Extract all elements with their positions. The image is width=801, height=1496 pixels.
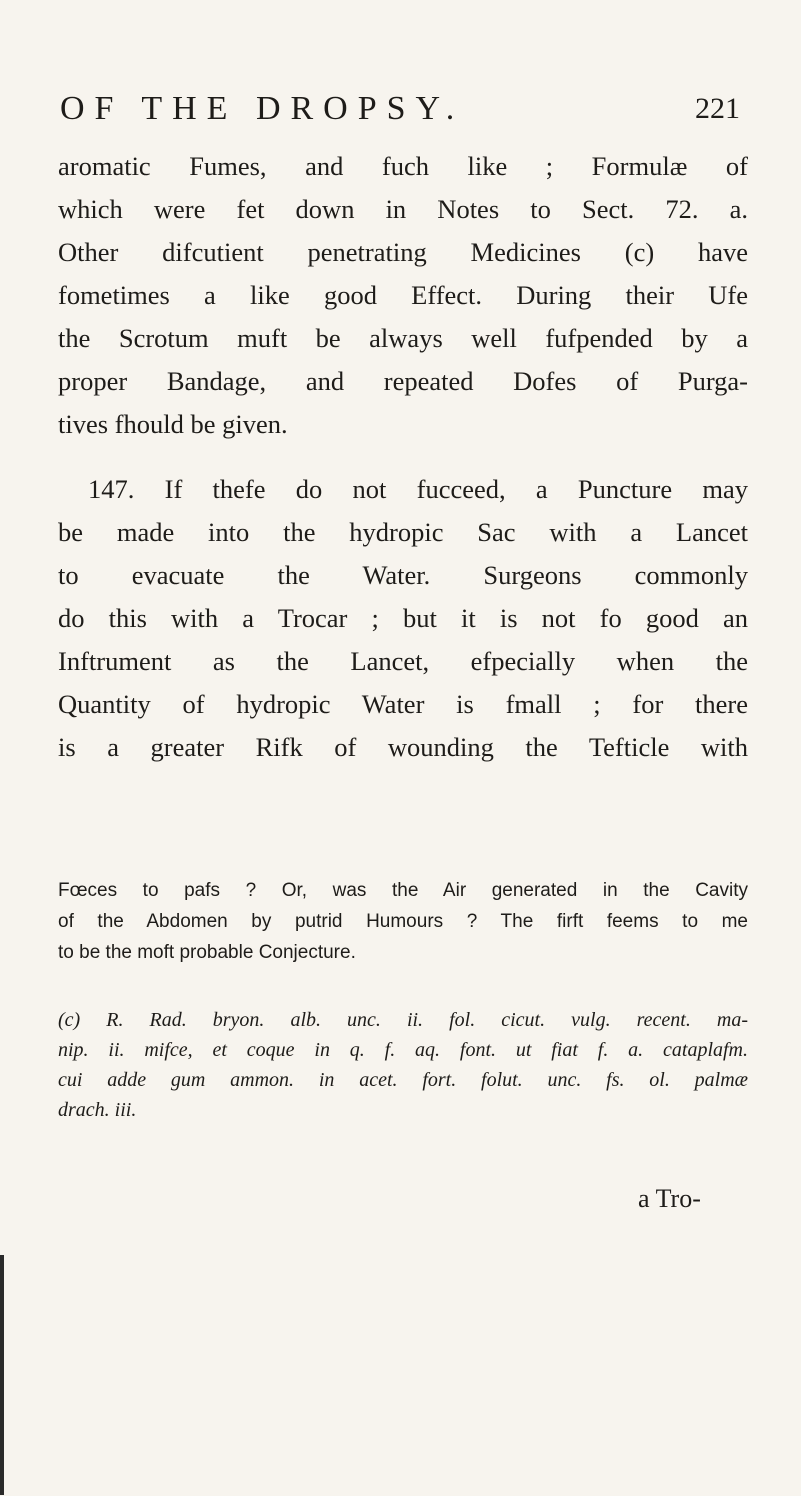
catchword: a Tro-	[638, 1184, 701, 1213]
footnote-line: Fœces to pafs ? Or, was the Air generated in the Cavity	[58, 880, 748, 901]
text-line: which were fet down in Notes to Sect. 72. a.	[58, 194, 748, 224]
running-header	[60, 90, 740, 130]
footnote-line: cui adde gum ammon. in acet. fort. folut. unc. fs. ol. palmæ	[58, 1069, 748, 1091]
text-line: proper Bandage, and repeated Dofes of Purga-	[58, 366, 748, 396]
page-number: 221	[695, 92, 740, 125]
footnote-line: of the Abdomen by putrid Humours ? The firft feems to me	[58, 911, 748, 932]
paragraph-1	[58, 145, 748, 446]
footnote-line: drach. iii.	[58, 1099, 137, 1121]
text-line: tives fhould be given.	[58, 409, 288, 439]
chapter-title: OF THE DROPSY.	[60, 90, 465, 127]
text-line: Other difcutient penetrating Medicines (c) have	[58, 237, 748, 267]
text-line: Inftrument as the Lancet, efpecially when the	[58, 646, 748, 676]
text-line: is a greater Rifk of wounding the Tefticle with	[58, 732, 748, 762]
text-line: Quantity of hydropic Water is fmall ; for there	[58, 689, 748, 719]
text-line: fometimes a like good Effect. During their Ufe	[58, 280, 748, 310]
footnote-line: to be the moft probable Conjecture.	[58, 942, 356, 963]
text-line: 147. If thefe do not fucceed, a Puncture may	[88, 474, 748, 504]
main-text	[58, 145, 748, 769]
footnote-continuation	[58, 875, 748, 968]
footnote-line: nip. ii. mifce, et coque in q. f. aq. font. ut fiat f. a. cataplafm.	[58, 1039, 748, 1061]
footnote-c	[58, 1005, 748, 1125]
text-line: to evacuate the Water. Surgeons commonly	[58, 560, 748, 590]
footnote-line: (c) R. Rad. bryon. alb. unc. ii. fol. cicut. vulg. recent. ma-	[58, 1009, 748, 1031]
text-line: do this with a Trocar ; but it is not fo good an	[58, 603, 748, 633]
paragraph-147	[58, 468, 748, 769]
text-line: be made into the hydropic Sac with a Lancet	[58, 517, 748, 547]
text-line: the Scrotum muft be always well fufpended by a	[58, 323, 748, 353]
page-edge-divider	[0, 1255, 4, 1495]
text-line: aromatic Fumes, and fuch like ; Formulæ of	[58, 151, 748, 181]
